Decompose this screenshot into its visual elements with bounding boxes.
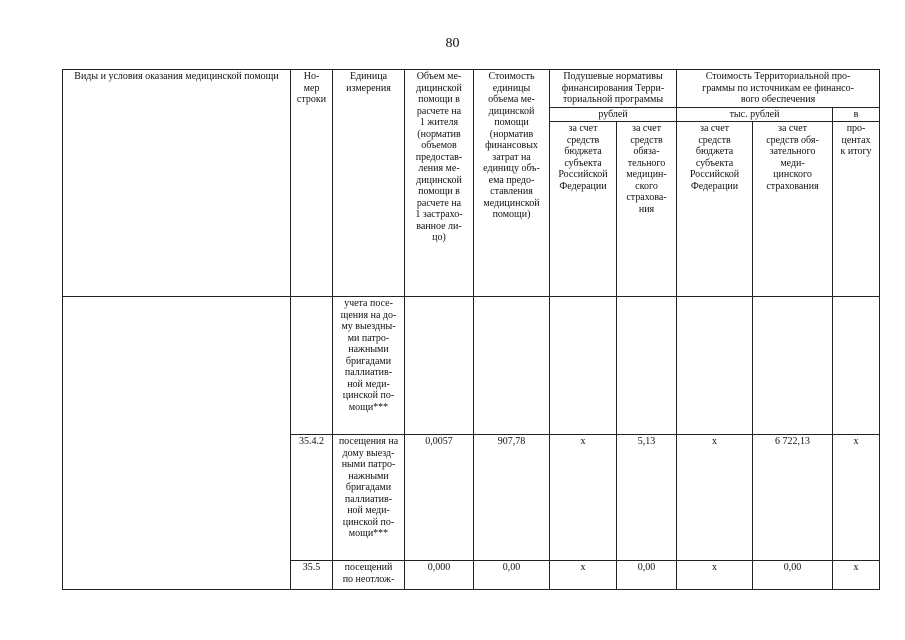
header-row-number: Но- мер строки: [291, 70, 333, 297]
cell-budget-per-capita: х: [550, 435, 617, 561]
cell-volume: [405, 297, 474, 435]
cell-percent: х: [833, 561, 880, 590]
cell-budget-cost: [677, 297, 753, 435]
header-program-cost-group: Стоимость Территориальной про- граммы по источникам ее финансо- вого обеспечения: [677, 70, 880, 108]
cell-oms-per-capita: 5,13: [617, 435, 677, 561]
cell-budget-per-capita: [550, 297, 617, 435]
page-number: 80: [445, 36, 460, 51]
cell-budget-per-capita: х: [550, 561, 617, 590]
table-row: [63, 297, 880, 435]
cell-percent: [833, 297, 880, 435]
header-per-capita-group: Подушевые нормативы финансирования Терри- ториальной программы: [550, 70, 677, 108]
cell-oms-per-capita: [617, 297, 677, 435]
cell-oms-cost: 0,00: [753, 561, 833, 590]
header-budget-cost: за счет средств бюджета субъекта Российской Федерации: [677, 122, 753, 297]
cell-unit: учета посе- щения на до- му выездны- ми патро- нажными бригадами паллиатив- ной меди- цинской по- мощи***: [333, 297, 405, 435]
header-program-cost-unit: тыс. рублей: [677, 107, 833, 122]
cell-unit: посещения на дому выезд- ными патро- нажными бригадами паллиатив- ной меди- цинской по- мощи***: [333, 435, 405, 561]
cell-cost: [474, 297, 550, 435]
header-per-capita-unit: рублей: [550, 107, 677, 122]
cell-oms-per-capita: 0,00: [617, 561, 677, 590]
header-percent: про- центах к итогу: [833, 122, 880, 297]
cell-number: [291, 297, 333, 435]
cell-percent: х: [833, 435, 880, 561]
header-budget-per-capita: за счет средств бюджета субъекта Российской Федерации: [550, 122, 617, 297]
cell-unit: посещений по неотлож-: [333, 561, 405, 590]
header-volume: Объем ме- дицинской помощи в расчете на 1 жителя (норматив объемов предостав- ления ме- дицинской помощи в расчете на 1 застрахо- ванное ли- цо): [405, 70, 474, 297]
cell-budget-cost: х: [677, 561, 753, 590]
header-row-1: [63, 70, 880, 108]
cell-budget-cost: х: [677, 435, 753, 561]
medical-care-cost-table: [62, 69, 880, 590]
cell-number: 35.5: [291, 561, 333, 590]
header-type-of-care: Виды и условия оказания медицинской помощи: [63, 70, 291, 297]
header-unit-cost: Стоимость единицы объема ме- дицинской помощи (норматив финансовых затрат на единицу объ- ема предо- ставления медицинской помощи): [474, 70, 550, 297]
cell-cost: 907,78: [474, 435, 550, 561]
cell-cost: 0,00: [474, 561, 550, 590]
cell-number: 35.4.2: [291, 435, 333, 561]
cell-oms-cost: [753, 297, 833, 435]
cell-type: [63, 297, 291, 590]
cell-oms-cost: 6 722,13: [753, 435, 833, 561]
header-unit: Единица измерения: [333, 70, 405, 297]
header-oms-per-capita: за счет средств обяза- тельного медицин- ского страхова- ния: [617, 122, 677, 297]
header-percent-top: в: [833, 107, 880, 122]
cell-volume: 0,000: [405, 561, 474, 590]
header-oms-cost: за счет средств обя- зательного меди- цинского страхования: [753, 122, 833, 297]
cell-volume: 0,0057: [405, 435, 474, 561]
